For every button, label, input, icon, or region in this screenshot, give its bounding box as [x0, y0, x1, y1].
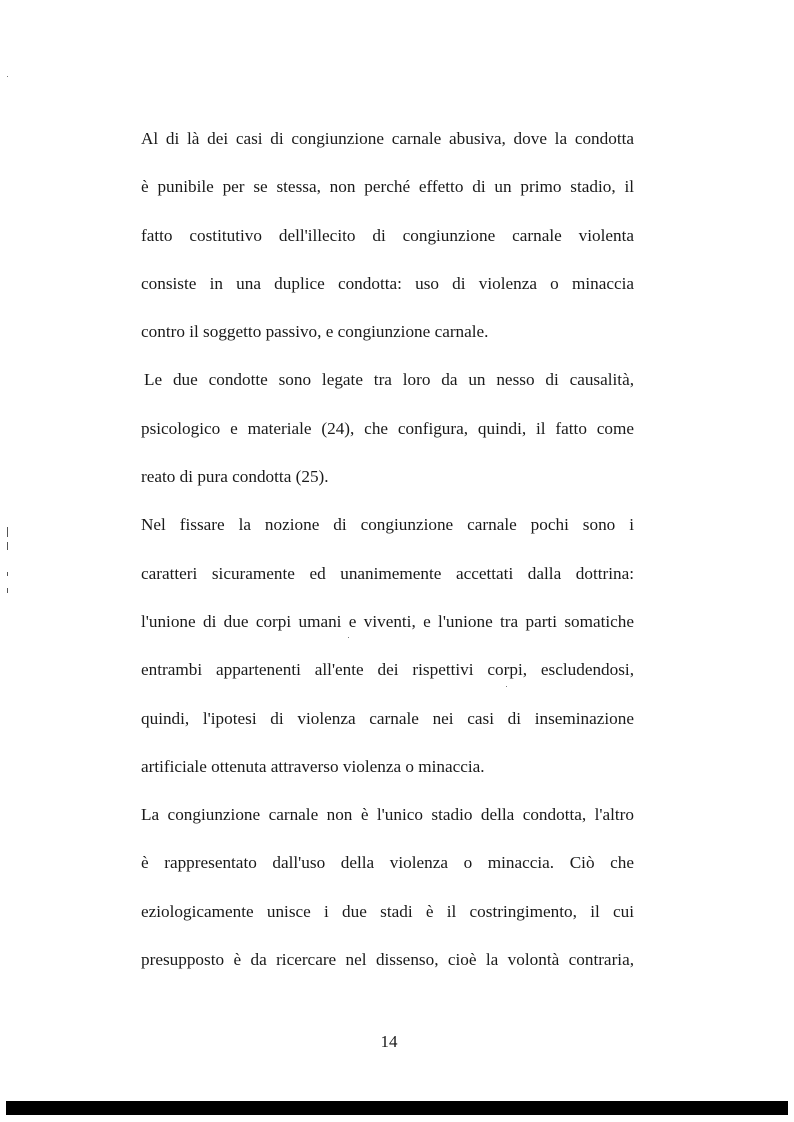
text-line: l'unione di due corpi umani e viventi, e l'unione tra parti somatiche: [141, 611, 634, 631]
text-line: Le due condotte sono legate tra loro da un nesso di causalità,: [144, 370, 634, 390]
text-line: presupposto è da ricercare nel dissenso, cioè la volontà contraria,: [141, 950, 634, 970]
text-line: contro il soggetto passivo, e congiunzione carnale.: [141, 322, 489, 342]
scan-artifact: [506, 686, 507, 687]
text-line: fatto costitutivo dell'illecito di congiunzione carnale violenta: [141, 225, 634, 245]
body-text: [141, 122, 634, 991]
scan-artifact: [7, 527, 8, 537]
text-line: entrambi appartenenti all'ente dei rispettivi corpi, escludendosi,: [141, 660, 634, 680]
text-line: reato di pura condotta (25).: [141, 467, 329, 487]
page-number: [0, 1032, 794, 1052]
scan-bottom-bar: [6, 1101, 788, 1115]
scan-artifact: [348, 637, 349, 638]
text-line: Al di là dei casi di congiunzione carnale abusiva, dove la condotta: [141, 129, 634, 148]
text-line: è rappresentato dall'uso della violenza o minaccia. Ciò che: [141, 853, 634, 873]
page-number-text: 14: [380, 1032, 398, 1051]
text-line: caratteri sicuramente ed unanimemente accettati dalla dottrina:: [141, 563, 634, 583]
text-line: psicologico e materiale (24), che configura, quindi, il fatto come: [141, 418, 634, 438]
scan-artifact: [7, 76, 8, 77]
text-line: eziologicamente unisce i due stadi è il costringimento, il cui: [141, 901, 634, 921]
text-line: consiste in una duplice condotta: uso di violenza o minaccia: [141, 273, 634, 293]
text-line: Nel fissare la nozione di congiunzione carnale pochi sono i: [141, 515, 634, 535]
text-line: artificiale ottenuta attraverso violenza o minaccia.: [141, 756, 485, 776]
text-line: è punibile per se stessa, non perché effetto di un primo stadio, il: [141, 177, 634, 197]
scan-artifact: [7, 542, 8, 550]
scan-artifact: [7, 588, 8, 593]
text-line: quindi, l'ipotesi di violenza carnale nei casi di inseminazione: [141, 708, 634, 728]
scan-artifact: [7, 572, 8, 576]
text-line: La congiunzione carnale non è l'unico stadio della condotta, l'altro: [141, 805, 634, 825]
